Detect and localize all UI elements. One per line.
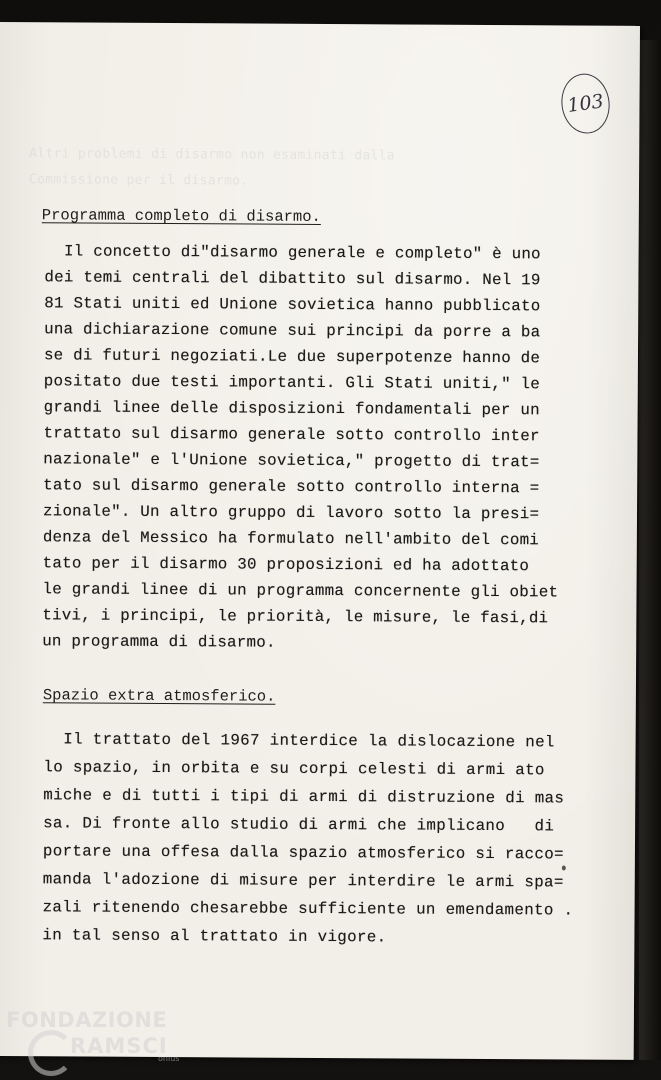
bleed-through-line: Commissione per il disarmo. [28, 172, 249, 189]
text-line: denza del Messico ha formulato nell'ambito del comi [42, 528, 540, 550]
ink-spot [562, 865, 566, 870]
text-line: Il concetto di"disarmo generale e completo" è uno [44, 242, 541, 264]
text-line: Il trattato del 1967 interdice la dislocazione nel [43, 730, 555, 752]
paper-sheet [0, 22, 640, 1060]
text-line: una dichiarazione comune sui principi da porre a ba [44, 320, 541, 342]
text-line: le grandi linee di un programma concernente gli obiet [42, 580, 559, 602]
text-line: trattato sul disarmo generale sotto controllo inter [43, 424, 540, 446]
text-line: lo spazio, in orbita e su corpi celesti di armi ato [43, 758, 545, 780]
page-number-handwritten: 103 [558, 71, 614, 137]
text-line: tivi, i principi, le priorità, le misure, le fasi,di [42, 606, 549, 628]
text-line: zionale". Un altro gruppo di lavoro sotto la presi= [42, 502, 540, 524]
section-heading: Spazio extra atmosferico. [42, 686, 276, 706]
text-line: se di futuri negoziati.Le due superpotenze hanno de [43, 346, 541, 368]
text-line: manda l'adozione di misure per interdire le armi spa= [42, 870, 564, 892]
text-line: portare una offesa dalla spazio atmosferico si racco= [42, 842, 564, 864]
text-line: in tal senso al trattato in vigore. [42, 926, 387, 947]
text-line: grandi linee delle disposizioni fondamentali per un [43, 398, 540, 420]
text-line: 81 Stati uniti ed Unione sovietica hanno pubblicato [44, 294, 541, 316]
watermark-g-icon [28, 1030, 74, 1076]
text-line: tato sul disarmo generale sotto controllo interna = [43, 476, 540, 498]
watermark-line2: RAMSCI [70, 1034, 168, 1058]
bleed-through-line: Altri problemi di disarmo non esaminati dalla [29, 146, 395, 164]
text-line: dei temi centrali del dibattito sul disarmo. Nel 19 [44, 268, 541, 290]
text-line: tato per il disarmo 30 proposizioni ed ha adottato [42, 554, 530, 576]
text-line: un programma di disarmo. [42, 632, 276, 652]
watermark-logo [6, 1008, 180, 1078]
text-line: nazionale" e l'Unione sovietica," progetto di trat= [43, 450, 540, 472]
watermark-line1: FONDAZIONE [6, 1008, 168, 1032]
text-line: sa. Di fronte allo studio di armi che implicano di [43, 814, 555, 836]
text-line: zali ritenendo chesarebbe sufficiente un emendamento . [42, 898, 574, 920]
watermark-suffix: onlus [158, 1054, 180, 1063]
text-line: miche e di tutti i tipi di armi di distruzione di mas [43, 786, 565, 808]
section-heading: Programma completo di disarmo. [41, 206, 321, 226]
page-edge-shadow [639, 40, 661, 1060]
text-line: positato due testi importanti. Gli Stati uniti," le [43, 372, 541, 394]
